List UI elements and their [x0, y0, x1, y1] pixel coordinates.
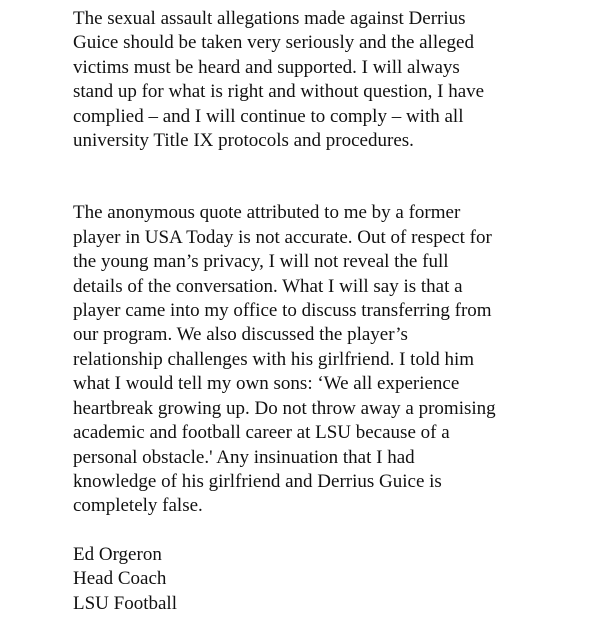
statement-document [73, 7, 603, 616]
text-line: the young man’s privacy, I will not reveal the full [73, 251, 449, 273]
text-line: The anonymous quote attributed to me by a former [73, 202, 461, 224]
text-line: complied – and I will continue to comply – with all [73, 105, 464, 127]
signature-organization: LSU Football [73, 592, 177, 614]
statement-paragraph-2 [73, 201, 603, 518]
text-line: completely false. [73, 495, 203, 517]
text-line: victims must be heard and supported. I will always [73, 56, 460, 78]
text-line: The sexual assault allegations made against Derrius [73, 8, 466, 29]
statement-paragraph-1 [73, 7, 603, 153]
signature-title: Head Coach [73, 568, 167, 590]
text-line: details of the conversation. What I will say is that a [73, 275, 463, 297]
text-line: player in USA Today is not accurate. Out of respect for [73, 226, 492, 248]
text-line: personal obstacle.' Any insinuation that I had [73, 446, 415, 468]
text-line: academic and football career at LSU because of a [73, 422, 450, 444]
text-line: stand up for what is right and without question, I have [73, 81, 485, 103]
text-line: Guice should be taken very seriously and the alleged [73, 32, 474, 54]
text-line: relationship challenges with his girlfriend. I told him [73, 348, 475, 370]
text-line: university Title IX protocols and procedures. [73, 130, 414, 152]
text-line: our program. We also discussed the player’s [73, 324, 408, 346]
text-line: what I would tell my own sons: ‘We all experience [73, 373, 460, 395]
text-line: knowledge of his girlfriend and Derrius Guice is [73, 470, 442, 492]
text-line: player came into my office to discuss transferring from [73, 300, 492, 322]
signature-block [73, 543, 603, 616]
text-line: heartbreak growing up. Do not throw away a promising [73, 397, 496, 419]
signature-name: Ed Orgeron [73, 543, 162, 565]
